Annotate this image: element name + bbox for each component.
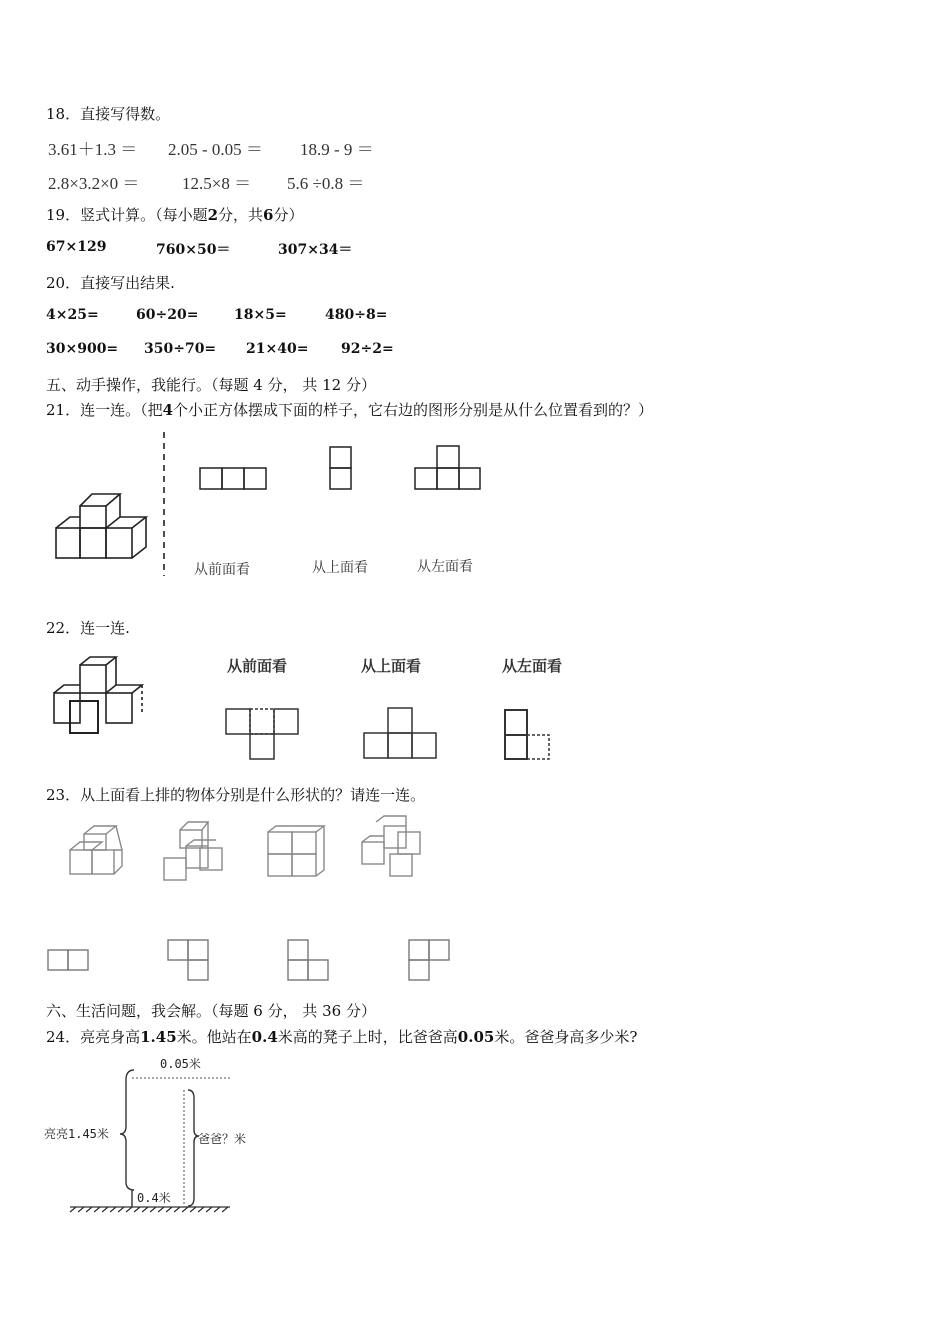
q23-figure bbox=[40, 812, 470, 987]
q22-cube-stack bbox=[54, 657, 142, 733]
q22-title: 22．连一连. bbox=[46, 619, 130, 637]
q23-object-1 bbox=[70, 826, 122, 874]
q21-view-front-shape bbox=[200, 468, 266, 489]
q24-label-top: 0.05米 bbox=[160, 1057, 201, 1071]
q24-title-a: 24．亮亮身高 bbox=[46, 1028, 141, 1046]
q23-view-shape-4 bbox=[409, 940, 449, 980]
q21-label-front: 从前面看 bbox=[194, 562, 250, 578]
q24-title bbox=[46, 1026, 637, 1047]
q18-expr-4: 2.8×3.2×0 ＝ bbox=[48, 174, 140, 193]
q22-label-left: 从左面看 bbox=[502, 657, 563, 675]
q24-left-brace bbox=[120, 1070, 134, 1190]
section5-title: 五、动手操作，我能行。（每题 4 分， 共 12 分） bbox=[46, 376, 376, 394]
q21-view-top-shape bbox=[330, 447, 351, 489]
q22-figure bbox=[50, 655, 570, 765]
q18-expr-1: 3.61＋1.3 ＝ bbox=[48, 140, 138, 159]
q22-view-front-shape bbox=[226, 709, 298, 759]
q21-label-left: 从左面看 bbox=[417, 559, 473, 575]
q19-title-n1: 2 bbox=[207, 206, 219, 224]
q18-expr-6: 5.6 ÷0.8 ＝ bbox=[287, 174, 365, 193]
q23-view-shape-2 bbox=[168, 940, 208, 980]
q19-item-2: 760×50＝ bbox=[156, 242, 231, 258]
q24-label-bottom: 0.4米 bbox=[137, 1191, 171, 1205]
q19-item-1: 67×129 bbox=[46, 239, 107, 255]
q24-label-right: 爸爸？米 bbox=[198, 1132, 247, 1146]
section6-title: 六、生活问题，我会解。（每题 6 分， 共 36 分） bbox=[46, 1002, 376, 1020]
q19-title-a: 19．竖式计算。（每小题 bbox=[46, 206, 208, 224]
q22-view-left-shape bbox=[505, 710, 549, 759]
q20-item-3: 18×5= bbox=[234, 307, 287, 323]
q22-view-top-shape bbox=[364, 708, 436, 758]
q23-view-shape-1 bbox=[48, 950, 88, 970]
q24-diagram bbox=[40, 1050, 280, 1220]
q21-title-a: 21．连一连。（把 bbox=[46, 401, 163, 419]
q19-title-b: 分，共 bbox=[218, 206, 264, 224]
q18-title: 18．直接写得数。 bbox=[46, 105, 171, 123]
q18-expr-2: 2.05 - 0.05 ＝ bbox=[168, 140, 263, 159]
q20-item-2: 60÷20= bbox=[136, 307, 199, 323]
q24-label-left: 亮亮1.45米 bbox=[44, 1127, 109, 1141]
q24-n3: 0.05 bbox=[457, 1028, 495, 1046]
q24-title-d: 米。爸爸身高多少米? bbox=[494, 1028, 638, 1046]
q19-title-n2: 6 bbox=[263, 206, 274, 224]
q18-expr-3: 18.9 - 9 ＝ bbox=[300, 140, 374, 159]
q19-item-3: 307×34＝ bbox=[278, 242, 353, 258]
q20-item-6: 350÷70= bbox=[144, 341, 217, 357]
q22-label-front: 从前面看 bbox=[227, 657, 288, 675]
q24-n2: 0.4 bbox=[251, 1028, 278, 1046]
q18-expr-5: 12.5×8 ＝ bbox=[182, 174, 252, 193]
q21-view-left-shape bbox=[415, 446, 480, 489]
q20-item-5: 30×900= bbox=[46, 341, 119, 357]
q24-title-b: 米。他站在 bbox=[176, 1028, 252, 1046]
q20-item-8: 92÷2= bbox=[341, 341, 394, 357]
q21-title-n: 4 bbox=[162, 401, 174, 419]
q21-title-b: 个小正方体摆成下面的样子，它右边的图形分别是从什么位置看到的？） bbox=[173, 401, 654, 419]
q20-item-1: 4×25= bbox=[46, 307, 99, 323]
q23-object-2 bbox=[164, 822, 222, 880]
q21-title bbox=[46, 399, 653, 420]
q24-right-brace bbox=[188, 1090, 199, 1206]
q21-label-top: 从上面看 bbox=[312, 560, 368, 576]
q23-title: 23．从上面看上排的物体分别是什么形状的？请连一连。 bbox=[46, 786, 426, 804]
q21-cube-stack bbox=[56, 494, 146, 558]
q20-item-7: 21×40= bbox=[246, 341, 309, 357]
q22-label-top: 从上面看 bbox=[361, 657, 422, 675]
q24-ground bbox=[70, 1207, 230, 1212]
q19-title-c: 分） bbox=[273, 206, 304, 224]
q24-n1: 1.45 bbox=[140, 1028, 177, 1046]
q19-title bbox=[46, 204, 304, 225]
q20-title: 20．直接写出结果. bbox=[46, 274, 175, 292]
q23-object-4 bbox=[362, 816, 420, 876]
q24-title-c: 米高的凳子上时，比爸爸高 bbox=[277, 1028, 458, 1046]
q20-item-4: 480÷8= bbox=[325, 307, 388, 323]
q23-view-shape-3 bbox=[288, 940, 328, 980]
q23-object-3 bbox=[268, 826, 324, 876]
